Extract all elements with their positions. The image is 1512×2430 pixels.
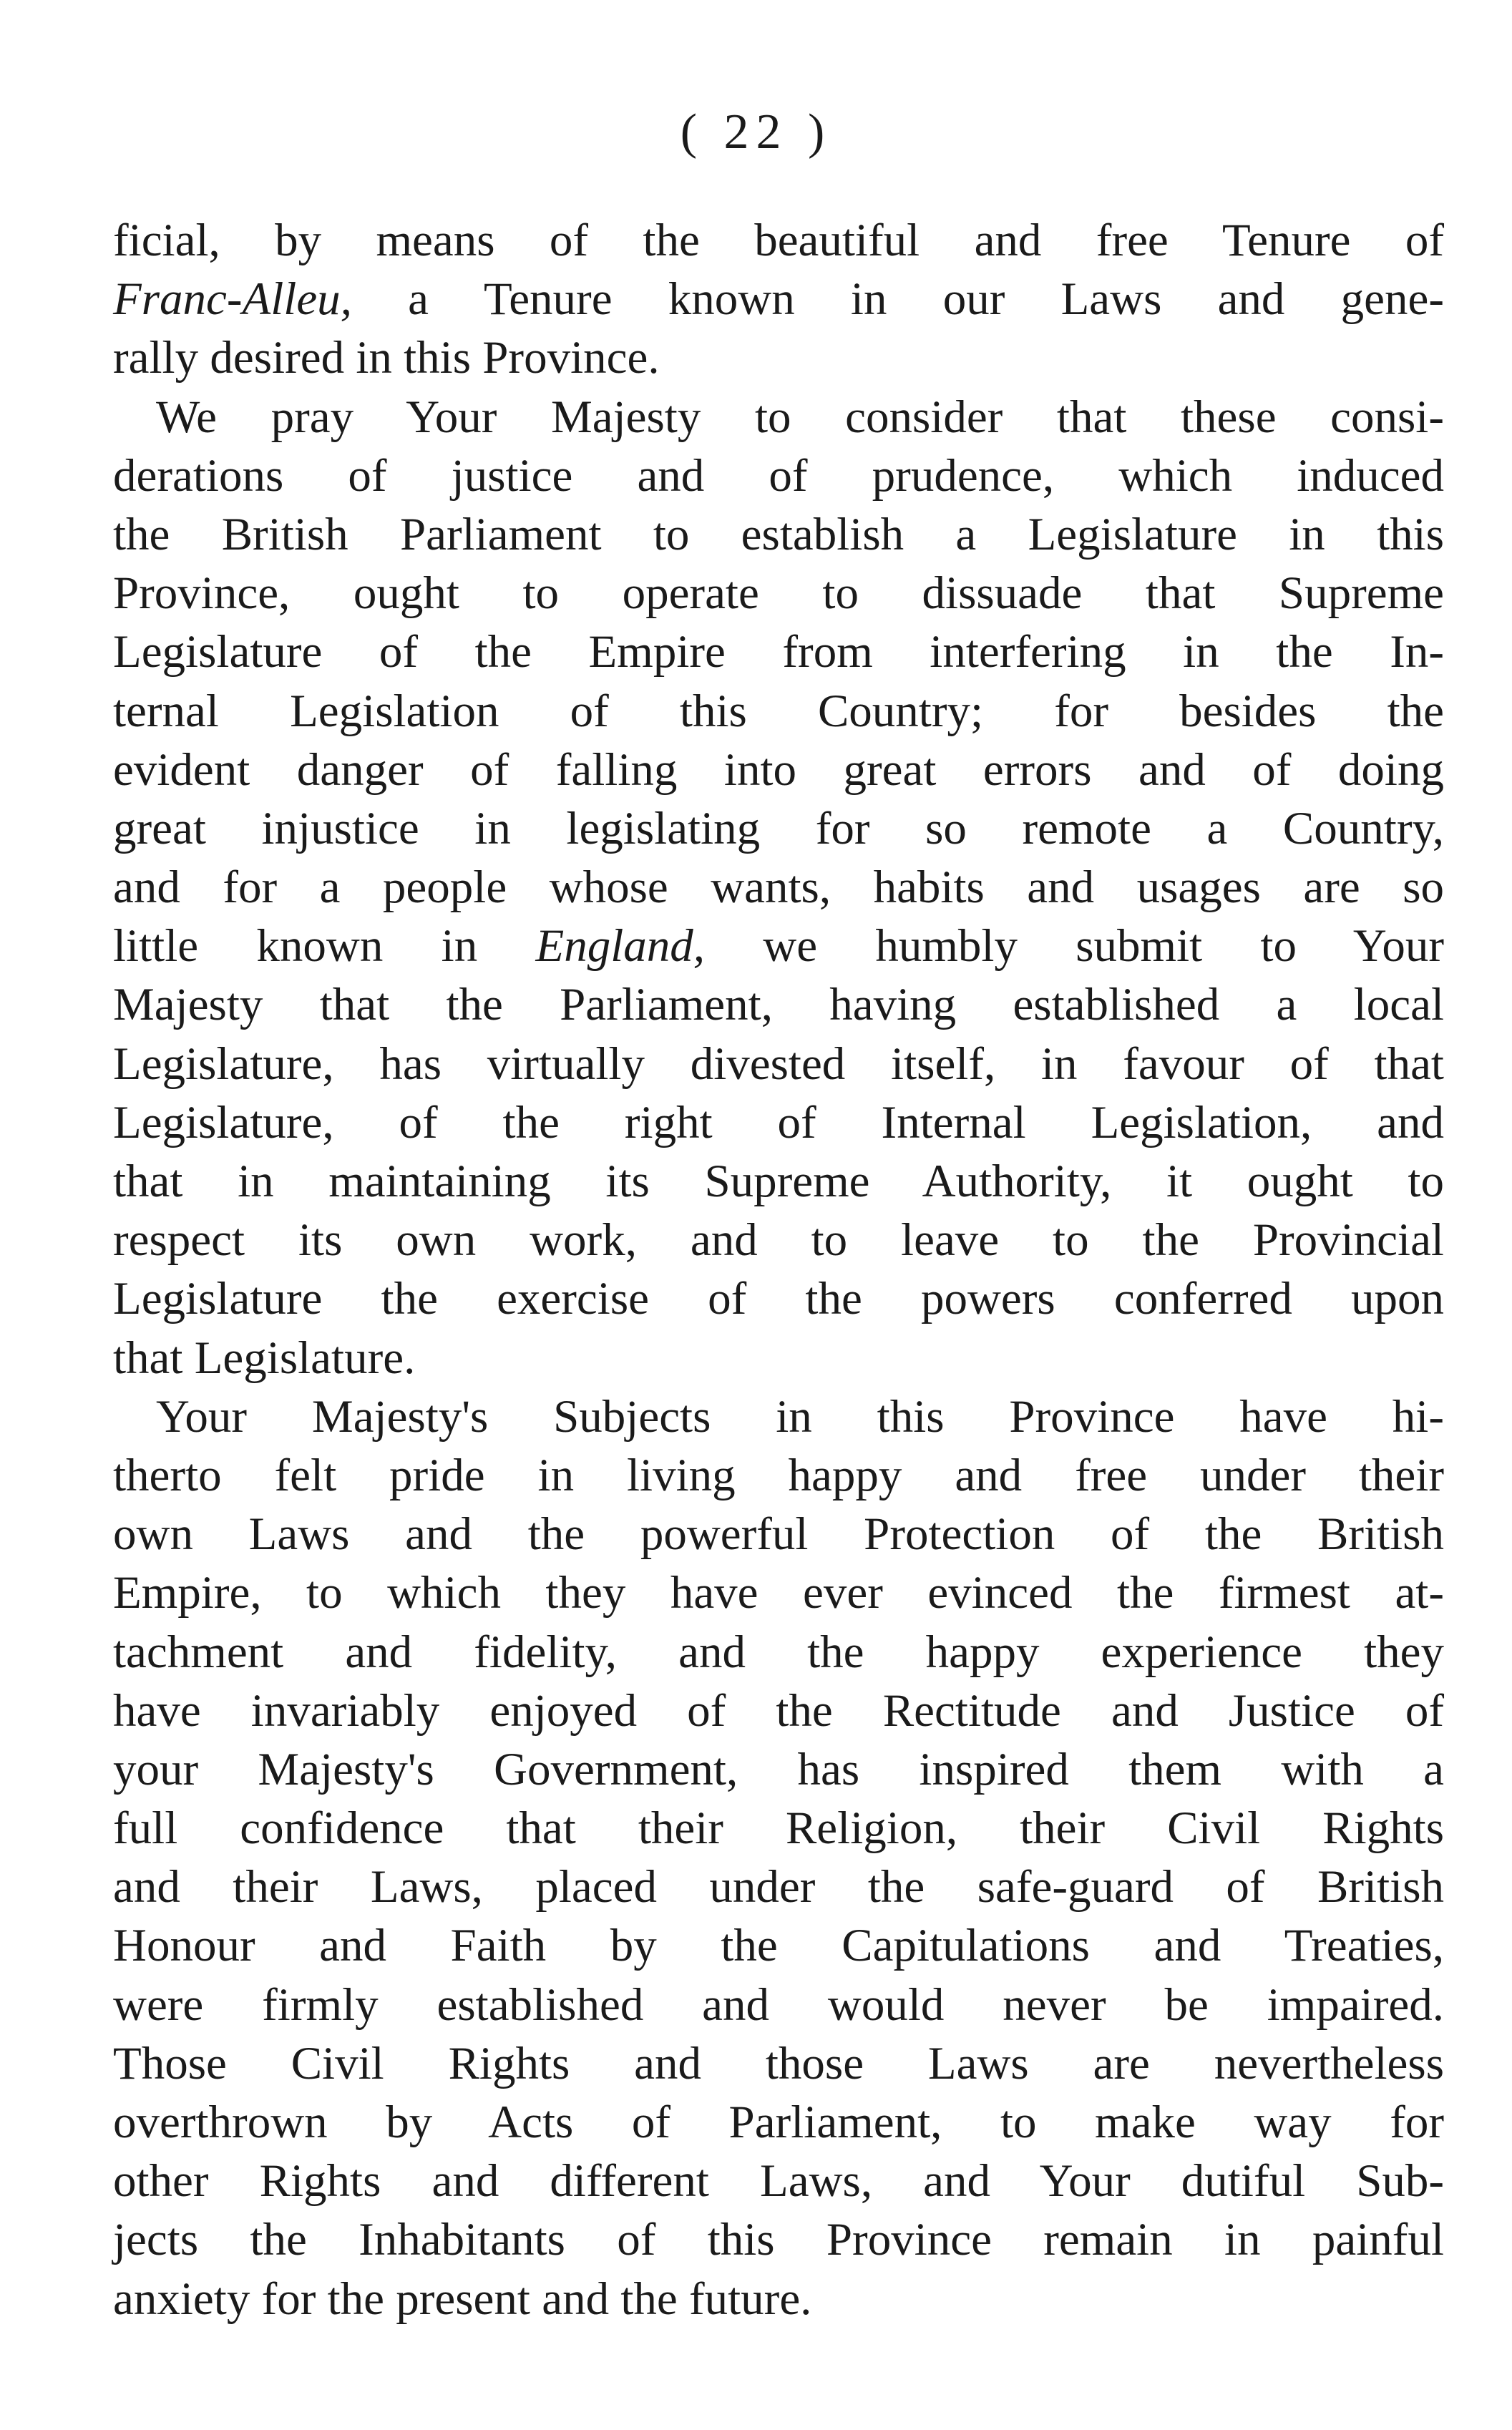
text-line: Legislature the exercise of the powers conferred upon — [113, 1273, 1444, 1325]
text-line: Empire, to which they have ever evinced the firmest at- — [113, 1567, 1444, 1619]
text-line: little known in England, we humbly submit to Your — [113, 920, 1444, 972]
text-line: anxiety for the present and the future. — [113, 2273, 812, 2325]
text-line: other Rights and different Laws, and Your dutiful Sub- — [113, 2155, 1444, 2207]
text-line: respect its own work, and to leave to the Provincial — [113, 1214, 1444, 1267]
text-line: the British Parliament to establish a Legislature in this — [113, 508, 1444, 560]
text-line: Honour and Faith by the Capitulations and Treaties, — [113, 1920, 1444, 1972]
italic-term: England, — [535, 920, 705, 972]
text-line: own Laws and the powerful Protection of the British — [113, 1508, 1444, 1561]
text-line: were firmly established and would never be impaired. — [113, 1978, 1444, 2031]
text-line: your Majesty's Government, has inspired them with a — [113, 1743, 1444, 1795]
text-line: full confidence that their Religion, their Civil Rights — [113, 1802, 1444, 1855]
text-line: Legislature, of the right of Internal Legislation, and — [113, 1096, 1444, 1148]
text-line: ternal Legislation of this Country; for besides the — [113, 685, 1444, 737]
text-line: ficial, by means of the beautiful and free Tenure of — [113, 215, 1444, 266]
text-line: great injustice in legislating for so remote a Country, — [113, 802, 1444, 854]
text-line: Majesty that the Parliament, having established a local — [113, 979, 1444, 1031]
text-line: have invariably enjoyed of the Rectitude and Justice of — [113, 1684, 1444, 1737]
text-line: and for a people whose wants, habits and usages are so — [113, 862, 1444, 914]
text-line: tachment and fidelity, and the happy experience they — [113, 1626, 1444, 1678]
text-line: overthrown by Acts of Parliament, to make way for — [113, 2097, 1444, 2148]
text-line: Your Majesty's Subjects in this Province have hi- — [156, 1390, 1444, 1443]
text-line: jects the Inhabitants of this Province remain in painful — [113, 2214, 1444, 2266]
text-line: Franc-Alleu, a Tenure known in our Laws and gene- — [113, 273, 1444, 326]
italic-term: Franc-Alleu, — [113, 273, 352, 326]
text-line: Province, ought to operate to dissuade that Supreme — [113, 567, 1444, 620]
text-line: rally desired in this Province. — [113, 332, 660, 384]
text-line: evident danger of falling into great errors and of doing — [113, 743, 1444, 796]
body-text — [113, 211, 1444, 2328]
text-line: and their Laws, placed under the safe-guard of British — [113, 1861, 1444, 1913]
text-line: Legislature, has virtually divested itself, in favour of that — [113, 1038, 1444, 1090]
text-line: that in maintaining its Supreme Authority, it ought to — [113, 1156, 1444, 1207]
page-number: ( 22 ) — [680, 104, 832, 160]
text-line: Those Civil Rights and those Laws are nevertheless — [113, 2037, 1444, 2089]
text-line: We pray Your Majesty to consider that these consi- — [156, 391, 1444, 443]
text-line: Legislature of the Empire from interfering in the In- — [113, 626, 1444, 678]
text-line: derations of justice and of prudence, which induced — [113, 449, 1444, 502]
text-line: that Legislature. — [113, 1332, 416, 1384]
text-line: therto felt pride in living happy and free under their — [113, 1449, 1444, 1501]
